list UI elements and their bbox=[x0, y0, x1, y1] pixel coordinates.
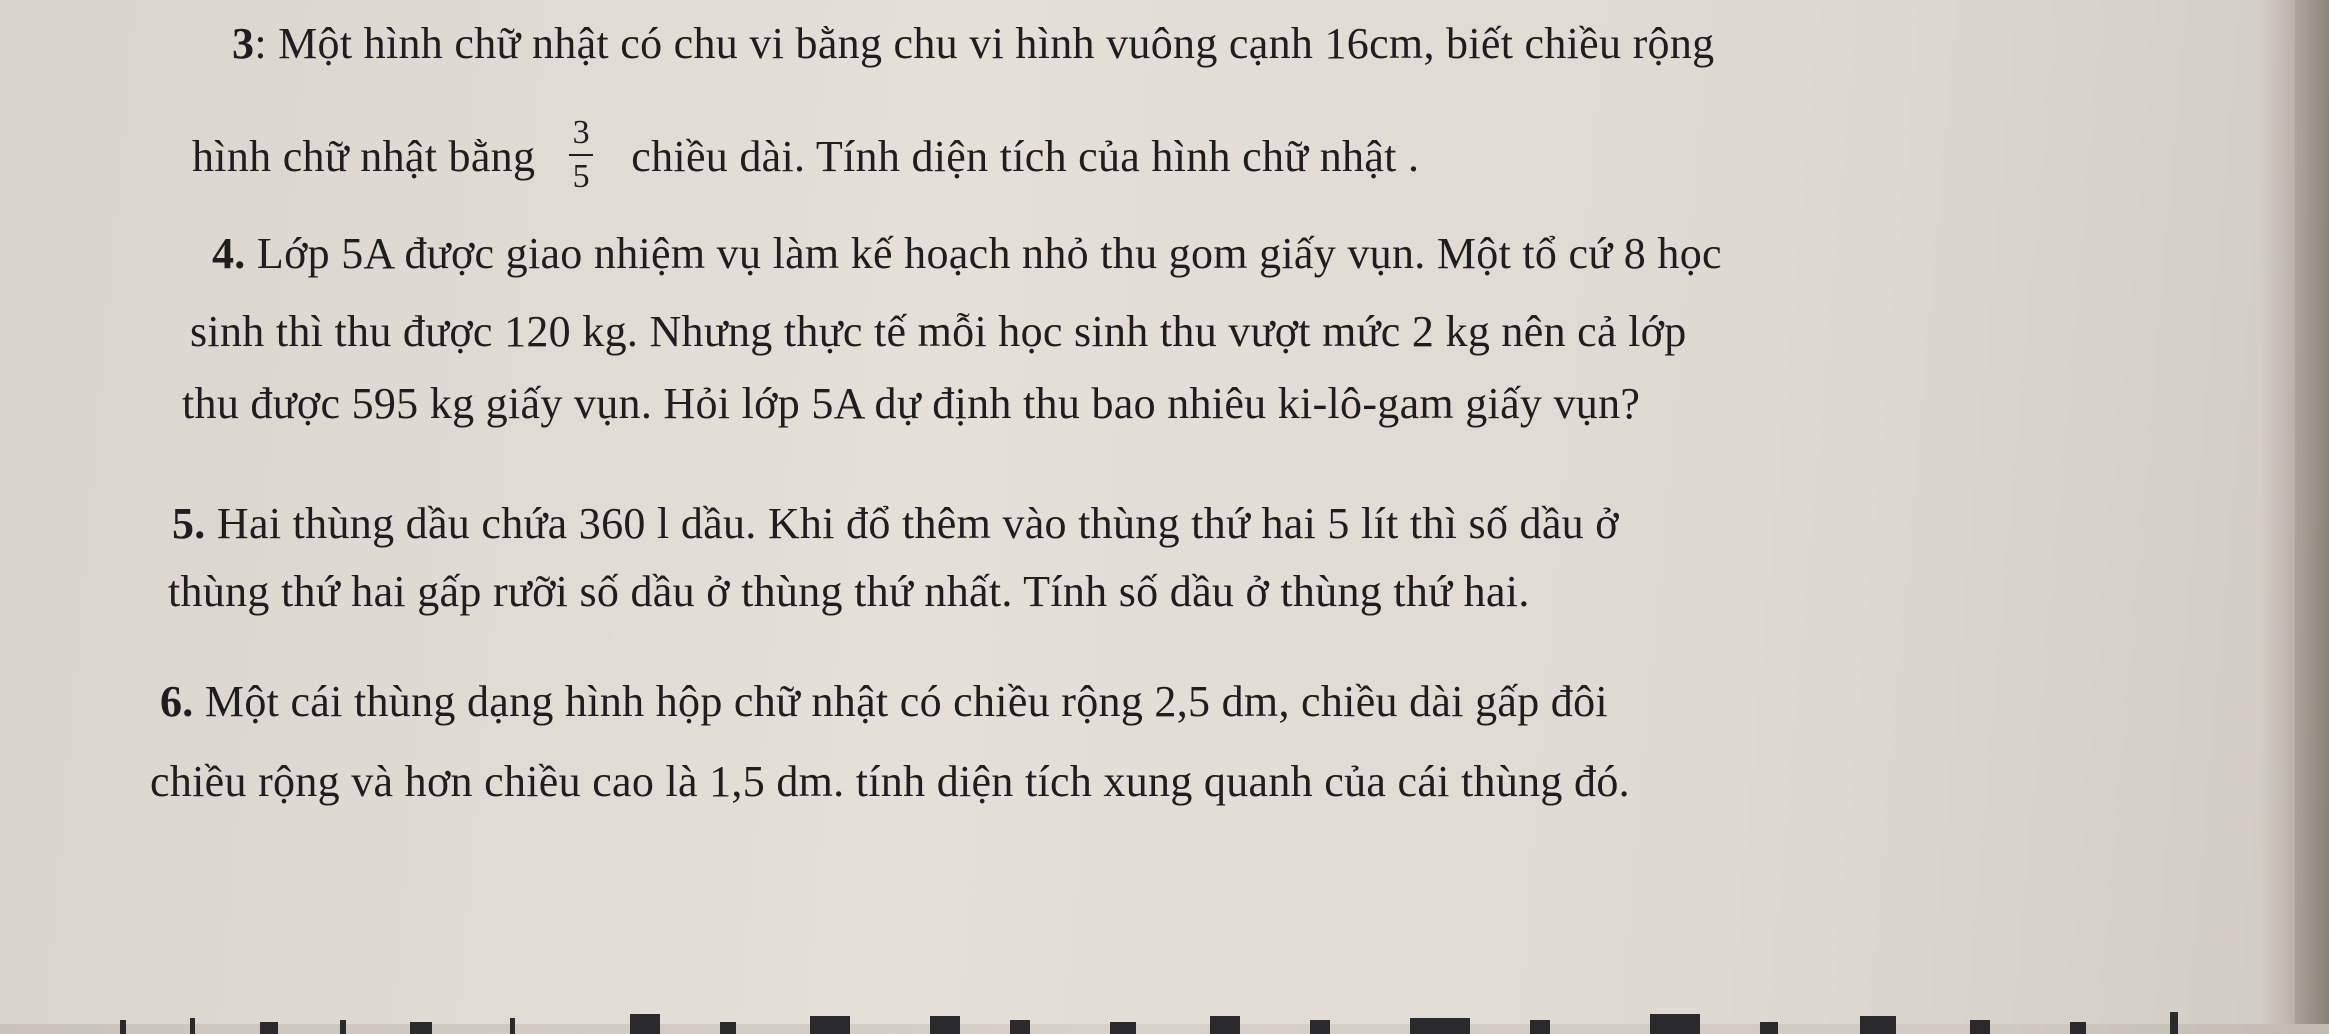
fraction-three-fifths bbox=[569, 114, 593, 196]
problem-5-line-1 bbox=[172, 498, 1619, 550]
fraction-numerator: 3 bbox=[572, 114, 590, 151]
fraction-bar bbox=[569, 154, 593, 156]
problem-3-text-2b: chiều dài. Tính diện tích của hình chữ nhật . bbox=[631, 132, 1420, 182]
paper-edge-shadow bbox=[2260, 0, 2329, 1024]
problem-3-line-2 bbox=[192, 114, 1420, 202]
problem-6-line-2 bbox=[150, 756, 1630, 808]
problem-4-number: 4. bbox=[212, 229, 246, 278]
problem-5-text-1: Hai thùng dầu chứa 360 l dầu. Khi đổ thêm vào thùng thứ hai 5 lít thì số dầu ở bbox=[205, 499, 1619, 548]
problem-6-text-2: chiều rộng và hơn chiều cao là 1,5 dm. tính diện tích xung quanh của cái thùng đó. bbox=[150, 757, 1630, 806]
fraction-denominator: 5 bbox=[572, 158, 590, 195]
problem-5-number: 5. bbox=[172, 499, 206, 548]
problem-3-number: 3 bbox=[232, 19, 255, 68]
problem-5-text-2: thùng thứ hai gấp rưỡi số dầu ở thùng thứ nhất. Tính số dầu ở thùng thứ hai. bbox=[168, 567, 1530, 616]
problem-3-line-1 bbox=[232, 18, 1714, 70]
problem-4-text-3: thu được 595 kg giấy vụn. Hỏi lớp 5A dự định thu bao nhiêu ki-lô-gam giấy vụn? bbox=[182, 379, 1641, 428]
problem-4-line-1 bbox=[212, 228, 1722, 280]
problem-4-text-2: sinh thì thu được 120 kg. Nhưng thực tế mỗi học sinh thu vượt mức 2 kg nên cả lớp bbox=[190, 307, 1687, 356]
problem-6-line-1 bbox=[160, 676, 1608, 728]
problem-3-text-1: : Một hình chữ nhật có chu vi bằng chu vi hình vuông cạnh 16cm, biết chiều rộng bbox=[254, 19, 1715, 68]
problem-6-number: 6. bbox=[160, 677, 194, 726]
problem-4-line-3 bbox=[182, 378, 1640, 430]
problem-4-text-1: Lớp 5A được giao nhiệm vụ làm kế hoạch nhỏ thu gom giấy vụn. Một tổ cứ 8 học bbox=[245, 229, 1722, 278]
problem-5-line-2 bbox=[168, 566, 1530, 618]
problem-4-line-2 bbox=[190, 306, 1687, 358]
problem-3-text-2a: hình chữ nhật bằng bbox=[192, 132, 536, 182]
problem-6-text-1: Một cái thùng dạng hình hộp chữ nhật có chiều rộng 2,5 dm, chiều dài gấp đôi bbox=[193, 677, 1608, 726]
cut-off-text-line bbox=[110, 1004, 2210, 1034]
